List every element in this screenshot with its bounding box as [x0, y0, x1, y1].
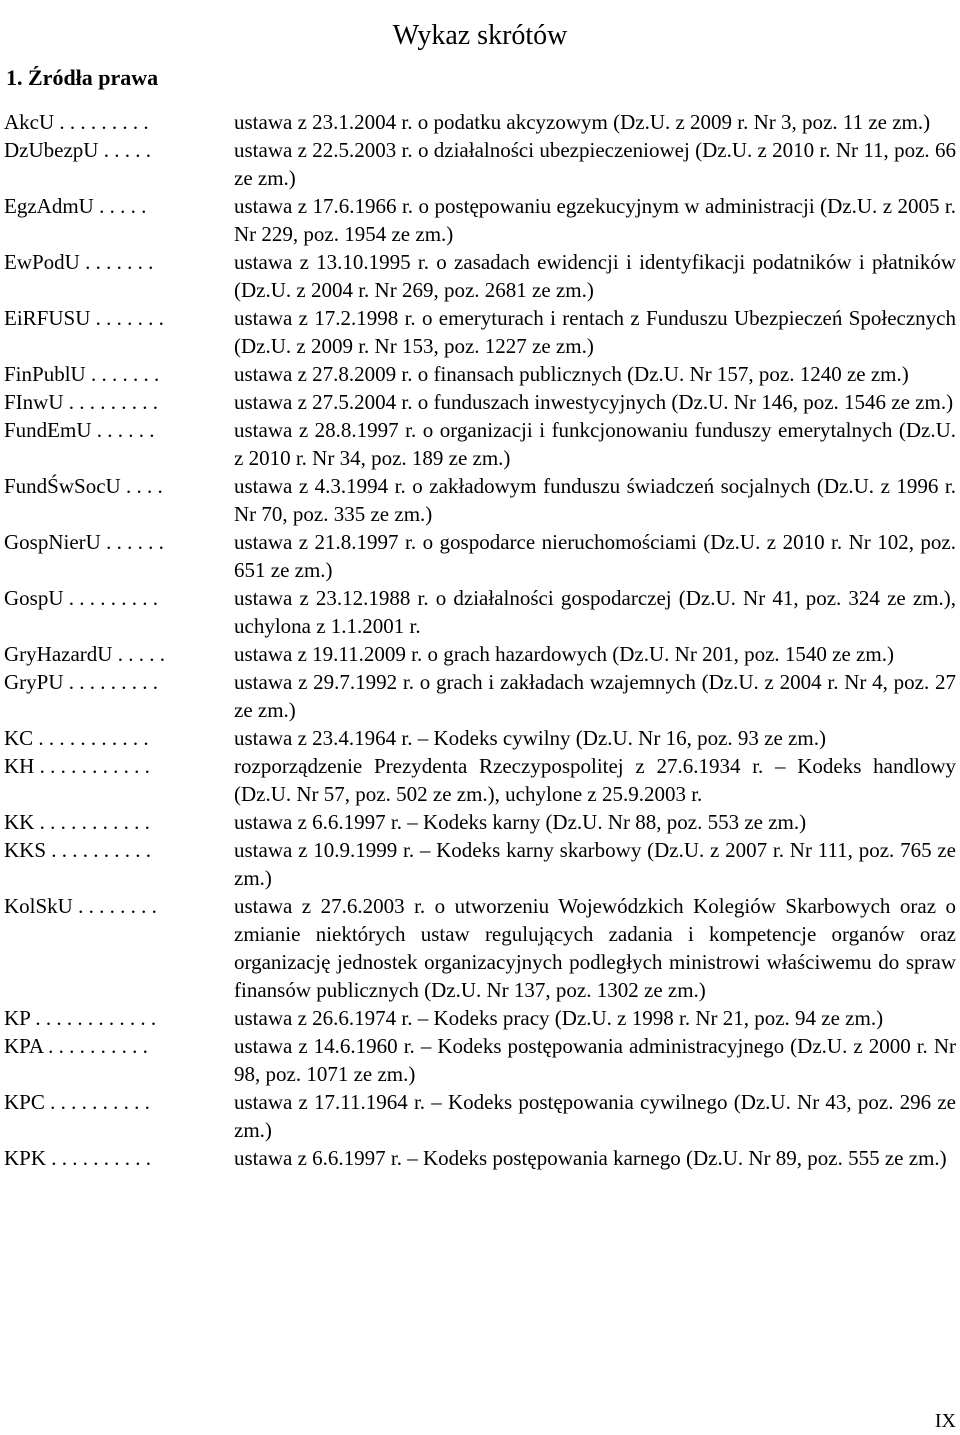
abbreviation: KK . . . . . . . . . . .	[4, 810, 150, 834]
page-title: Wykaz skrótów	[392, 19, 568, 51]
abbreviation: FInwU . . . . . . . . .	[4, 390, 159, 414]
section-heading: 1. Źródła prawa	[6, 65, 159, 90]
list-item	[0, 1088, 960, 1144]
abbreviation-description: ustawa z 4.3.1994 r. o zakładowym funduszu świadczeń socjalnych (Dz.U. z 1996 r. Nr 70, poz. 335 ze zm.)	[234, 474, 956, 526]
abbreviation: GospNierU . . . . . .	[4, 530, 164, 554]
abbreviation: GryPU . . . . . . . . .	[4, 670, 159, 694]
abbreviation: EiRFUSU . . . . . . .	[4, 306, 164, 330]
list-item	[0, 724, 960, 752]
abbreviation: KP . . . . . . . . . . . .	[4, 1006, 157, 1030]
abbreviation: KPK . . . . . . . . . .	[4, 1146, 152, 1170]
list-item	[0, 528, 960, 584]
abbreviation-description: ustawa z 10.9.1999 r. – Kodeks karny skarbowy (Dz.U. z 2007 r. Nr 111, poz. 765 ze zm.)	[234, 838, 956, 890]
abbreviation: KolSkU . . . . . . . .	[4, 894, 157, 918]
abbreviation-description: ustawa z 28.8.1997 r. o organizacji i funkcjonowaniu funduszy emerytalnych (Dz.U. z 2010 r. Nr 34, poz. 189 ze zm.)	[234, 418, 956, 470]
abbreviation-description: ustawa z 19.11.2009 r. o grach hazardowych (Dz.U. Nr 201, poz. 1540 ze zm.)	[234, 642, 894, 666]
abbreviation-description: ustawa z 17.11.1964 r. – Kodeks postępowania cywilnego (Dz.U. Nr 43, poz. 296 ze zm.)	[234, 1090, 956, 1142]
abbreviation-description: ustawa z 26.6.1974 r. – Kodeks pracy (Dz.U. z 1998 r. Nr 21, poz. 94 ze zm.)	[234, 1006, 884, 1030]
list-item	[0, 388, 960, 416]
abbreviation: GospU . . . . . . . . .	[4, 586, 159, 610]
abbreviation-description: ustawa z 27.6.2003 r. o utworzeniu Wojewódzkich Kolegiów Skarbowych oraz o zmianie niektórych ustaw regulujących zadania i kompetencje organów oraz organizację jednostek organizacyjnych podległych ministrowi właściwemu do spraw finansów publicznych (Dz.U. Nr 137, poz. 1302 ze zm.)	[234, 894, 956, 1002]
abbreviation: EgzAdmU . . . . .	[4, 194, 147, 218]
abbreviation: KH . . . . . . . . . . .	[4, 754, 150, 778]
abbreviation: AkcU . . . . . . . . .	[4, 110, 149, 134]
list-item	[0, 892, 960, 1004]
abbreviation-list	[0, 108, 960, 1172]
list-item	[0, 1032, 960, 1088]
abbreviation-description: ustawa z 27.8.2009 r. o finansach publicznych (Dz.U. Nr 157, poz. 1240 ze zm.)	[234, 362, 909, 386]
abbreviation-description: ustawa z 6.6.1997 r. – Kodeks postępowania karnego (Dz.U. Nr 89, poz. 555 ze zm.)	[234, 1146, 947, 1170]
abbreviation-description: ustawa z 14.6.1960 r. – Kodeks postępowania administracyjnego (Dz.U. z 2000 r. Nr 98, poz. 1071 ze zm.)	[234, 1034, 956, 1086]
abbreviation: GryHazardU . . . . .	[4, 642, 165, 666]
abbreviation-description: ustawa z 23.12.1988 r. o działalności gospodarczej (Dz.U. Nr 41, poz. 324 ze zm.), uchylona z 1.1.2001 r.	[234, 586, 956, 638]
list-item	[0, 808, 960, 836]
abbreviation-description: ustawa z 17.2.1998 r. o emeryturach i rentach z Funduszu Ubezpieczeń Społecznych (Dz.U. z 2009 r. Nr 153, poz. 1227 ze zm.)	[234, 306, 956, 358]
abbreviation-description: ustawa z 27.5.2004 r. o funduszach inwestycyjnych (Dz.U. Nr 146, poz. 1546 ze zm.)	[234, 390, 954, 414]
list-item	[0, 416, 960, 472]
list-item	[0, 108, 960, 136]
list-item	[0, 584, 960, 640]
abbreviation: FinPublU . . . . . . .	[4, 362, 160, 386]
abbreviation: KKS . . . . . . . . . .	[4, 838, 152, 862]
list-item	[0, 836, 960, 892]
list-item	[0, 640, 960, 668]
abbreviation: KC . . . . . . . . . . .	[4, 726, 149, 750]
abbreviation: DzUbezpU . . . . .	[4, 138, 151, 162]
abbreviation-description: ustawa z 29.7.1992 r. o grach i zakładach wzajemnych (Dz.U. z 2004 r. Nr 4, poz. 27 ze zm.)	[234, 670, 956, 722]
list-item	[0, 1144, 960, 1172]
abbreviation-description: ustawa z 23.4.1964 r. – Kodeks cywilny (Dz.U. Nr 16, poz. 93 ze zm.)	[234, 726, 826, 750]
list-item	[0, 752, 960, 808]
abbreviation-description: ustawa z 17.6.1966 r. o postępowaniu egzekucyjnym w administracji (Dz.U. z 2005 r. Nr 229, poz. 1954 ze zm.)	[234, 194, 956, 246]
abbreviation: FundŚwSocU . . . .	[4, 474, 163, 498]
abbreviation-description: ustawa z 13.10.1995 r. o zasadach ewidencji i identyfikacji podatników i płatników (Dz.U. z 2004 r. Nr 269, poz. 2681 ze zm.)	[234, 250, 956, 302]
abbreviation: KPC . . . . . . . . . .	[4, 1090, 150, 1114]
abbreviation-description: ustawa z 6.6.1997 r. – Kodeks karny (Dz.U. Nr 88, poz. 553 ze zm.)	[234, 810, 807, 834]
list-item	[0, 304, 960, 360]
abbreviation: FundEmU . . . . . .	[4, 418, 155, 442]
list-item	[0, 472, 960, 528]
abbreviation: EwPodU . . . . . . .	[4, 250, 154, 274]
list-item	[0, 668, 960, 724]
list-item	[0, 1004, 960, 1032]
abbreviation-description: ustawa z 21.8.1997 r. o gospodarce nieruchomościami (Dz.U. z 2010 r. Nr 102, poz. 651 ze zm.)	[234, 530, 956, 582]
abbreviation: KPA . . . . . . . . . .	[4, 1034, 148, 1058]
abbreviation-description: rozporządzenie Prezydenta Rzeczypospolitej z 27.6.1934 r. – Kodeks handlowy (Dz.U. Nr 57, poz. 502 ze zm.), uchylone z 25.9.2003 r.	[234, 754, 956, 806]
list-item	[0, 248, 960, 304]
abbreviation-description: ustawa z 22.5.2003 r. o działalności ubezpieczeniowej (Dz.U. z 2010 r. Nr 11, poz. 66 ze zm.)	[234, 138, 956, 190]
page-number: IX	[934, 1410, 956, 1432]
list-item	[0, 192, 960, 248]
list-item	[0, 136, 960, 192]
abbreviation-description: ustawa z 23.1.2004 r. o podatku akcyzowym (Dz.U. z 2009 r. Nr 3, poz. 11 ze zm.)	[234, 110, 931, 134]
list-item	[0, 360, 960, 388]
